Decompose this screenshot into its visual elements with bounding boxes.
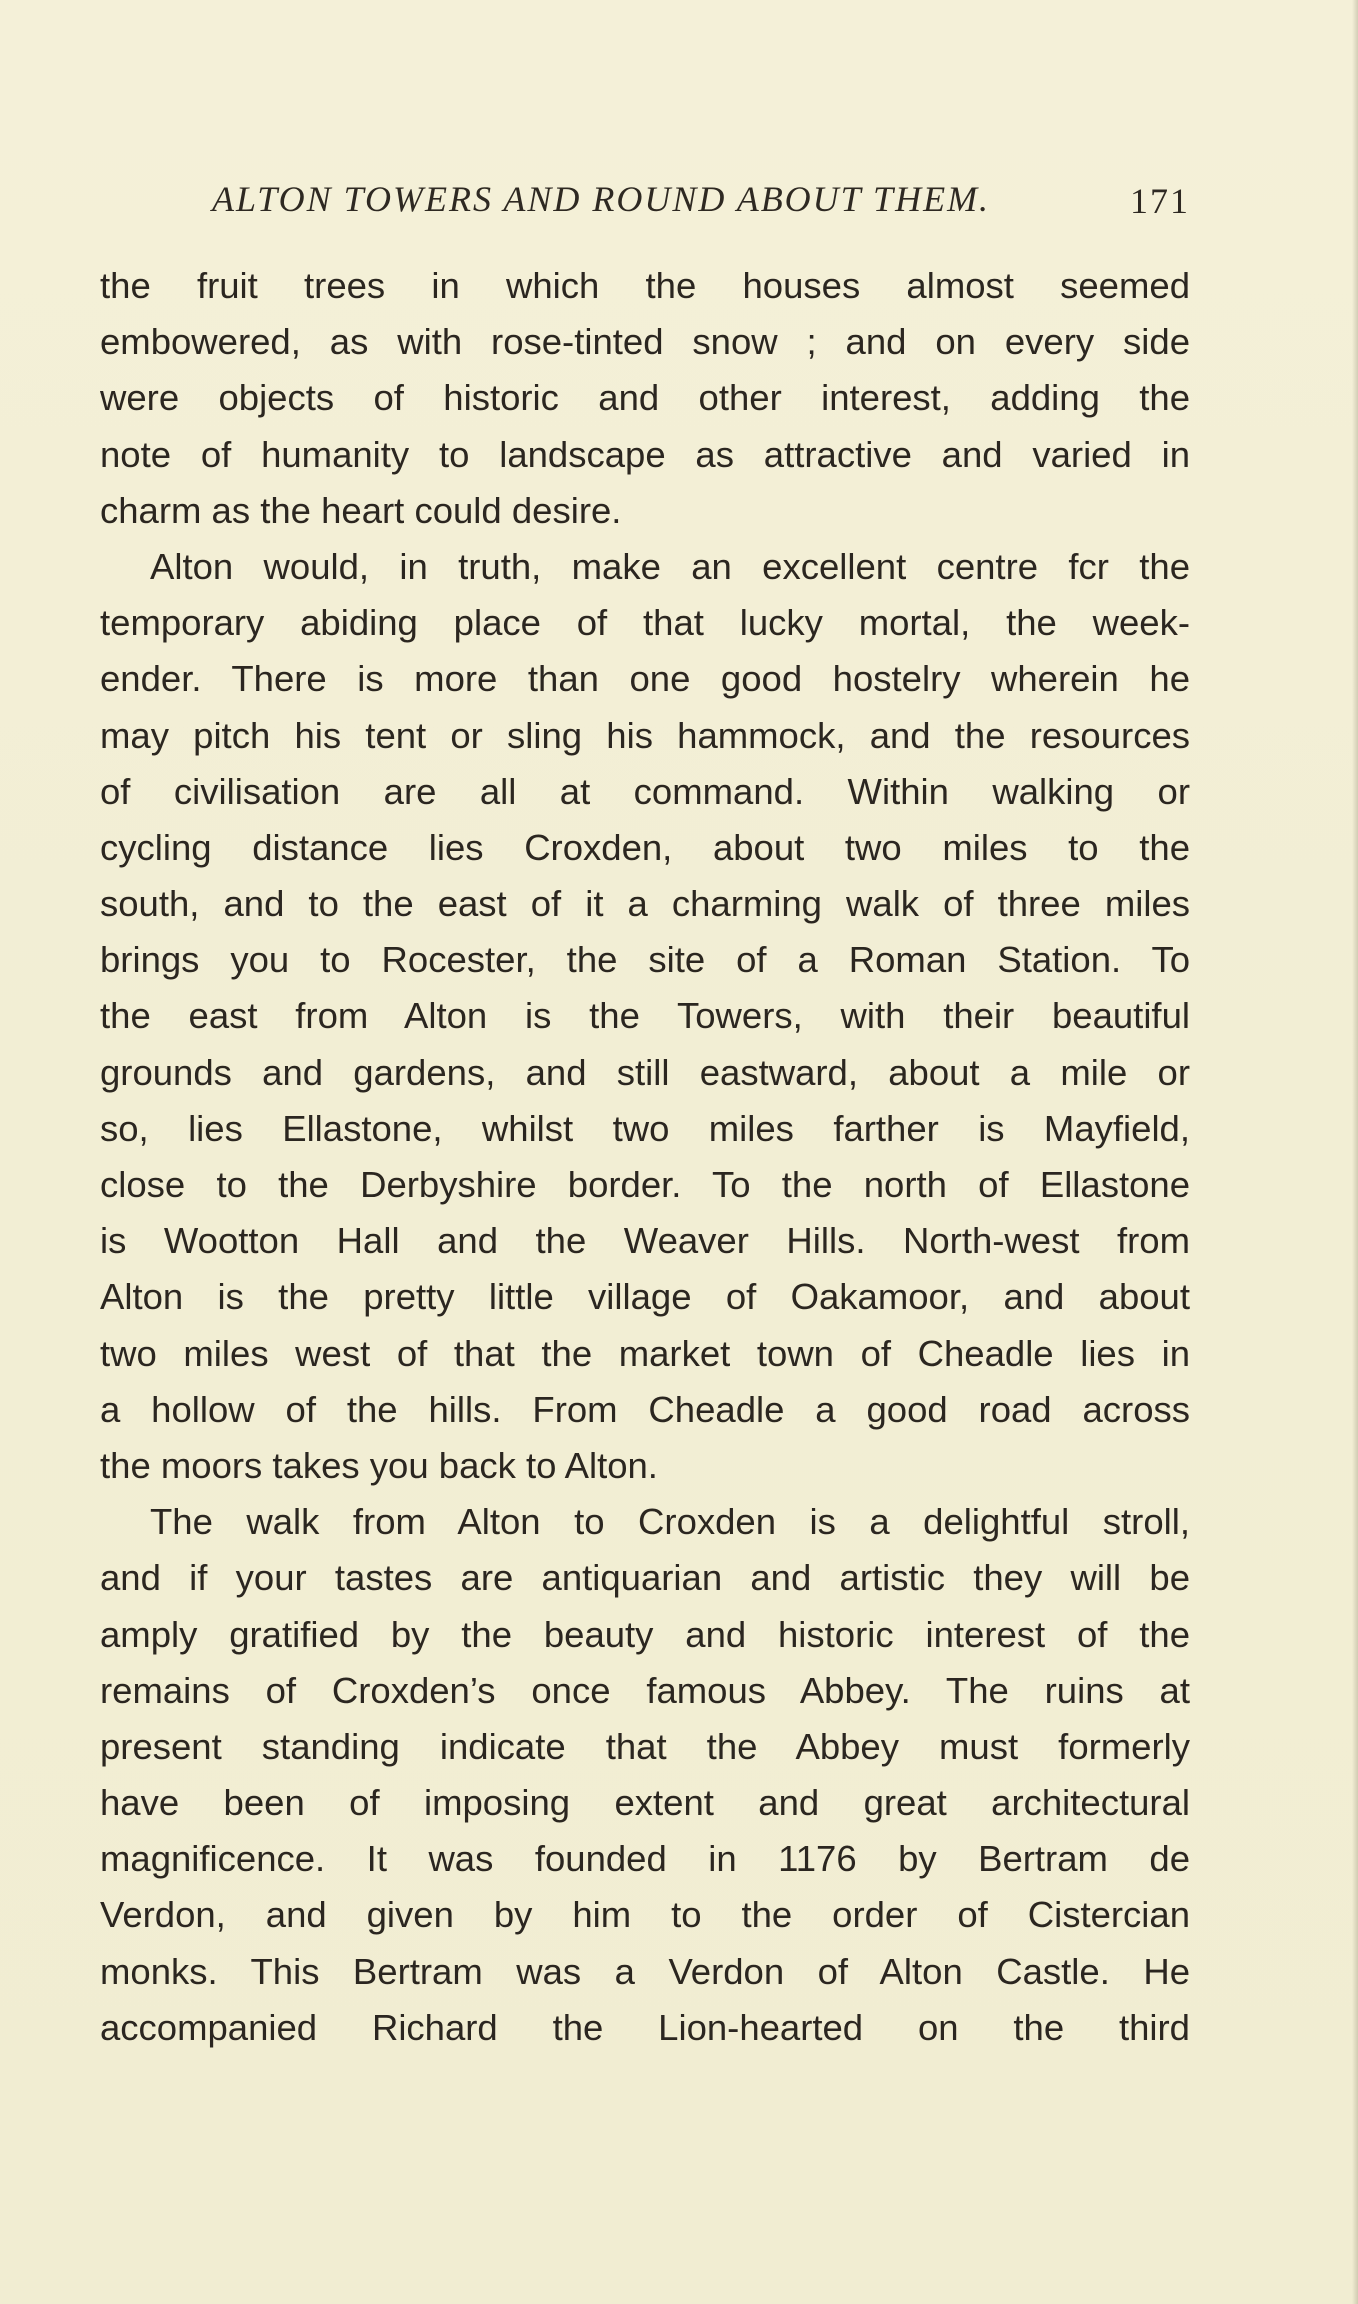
text-line: Alton would, in truth, make an excellent centre fcr the (150, 545, 1190, 587)
text-line: note of humanity to landscape as attractive and varied in (100, 433, 1190, 475)
text-line: the moors takes you back to Alton. (100, 1444, 658, 1486)
text-line: of civilisation are all at command. Within walking or (100, 770, 1190, 812)
text-line: so, lies Ellastone, whilst two miles farther is Mayfield, (100, 1107, 1190, 1149)
text-line: the fruit trees in which the houses almost seemed (100, 265, 1190, 306)
text-line: may pitch his tent or sling his hammock, and the resources (100, 714, 1190, 756)
text-line: a hollow of the hills. From Cheadle a good road across (100, 1388, 1190, 1430)
text-line: present standing indicate that the Abbey must formerly (100, 1725, 1190, 1767)
text-line: magnificence. It was founded in 1176 by Bertram de (100, 1838, 1190, 1880)
text-line: two miles west of that the market town of Cheadle lies in (100, 1332, 1190, 1374)
text-line: grounds and gardens, and still eastward, about a mile or (100, 1051, 1190, 1093)
text-line: accompanied Richard the Lion-hearted on the third (100, 2006, 1190, 2048)
text-line: amply gratified by the beauty and historic interest of the (100, 1613, 1190, 1655)
text-line: remains of Croxden’s once famous Abbey. The ruins at (100, 1669, 1190, 1711)
text-line: The walk from Alton to Croxden is a delightful stroll, (150, 1501, 1190, 1543)
text-line: have been of imposing extent and great architectural (100, 1782, 1190, 1824)
text-line: embowered, as with rose-tinted snow ; and on every side (100, 321, 1190, 363)
running-title: ALTON TOWERS AND ROUND ABOUT THEM. (212, 179, 991, 219)
text-line: is Wootton Hall and the Weaver Hills. North-west from (100, 1220, 1190, 1262)
body-text (100, 258, 1190, 2056)
page-edge-shadow (1352, 0, 1358, 2304)
text-line: ender. There is more than one good hostelry wherein he (100, 658, 1190, 700)
text-line: south, and to the east of it a charming walk of three miles (100, 883, 1190, 925)
running-head (100, 178, 1190, 228)
text-line: Verdon, and given by him to the order of Cistercian (100, 1894, 1190, 1936)
text-line: temporary abiding place of that lucky mortal, the week- (100, 602, 1190, 644)
text-line: brings you to Rocester, the site of a Roman Station. To (100, 939, 1190, 981)
text-line: the east from Alton is the Towers, with their beautiful (100, 995, 1190, 1037)
page-number: 171 (1130, 181, 1190, 221)
text-line: close to the Derbyshire border. To the north of Ellastone (100, 1164, 1190, 1205)
text-line: charm as the heart could desire. (100, 489, 622, 531)
text-line: were objects of historic and other interest, adding the (100, 377, 1190, 419)
text-line: cycling distance lies Croxden, about two miles to the (100, 826, 1190, 868)
text-line: Alton is the pretty little village of Oakamoor, and about (100, 1276, 1190, 1318)
text-line: and if your tastes are antiquarian and artistic they will be (100, 1557, 1190, 1599)
text-line: monks. This Bertram was a Verdon of Alton Castle. He (100, 1950, 1190, 1992)
